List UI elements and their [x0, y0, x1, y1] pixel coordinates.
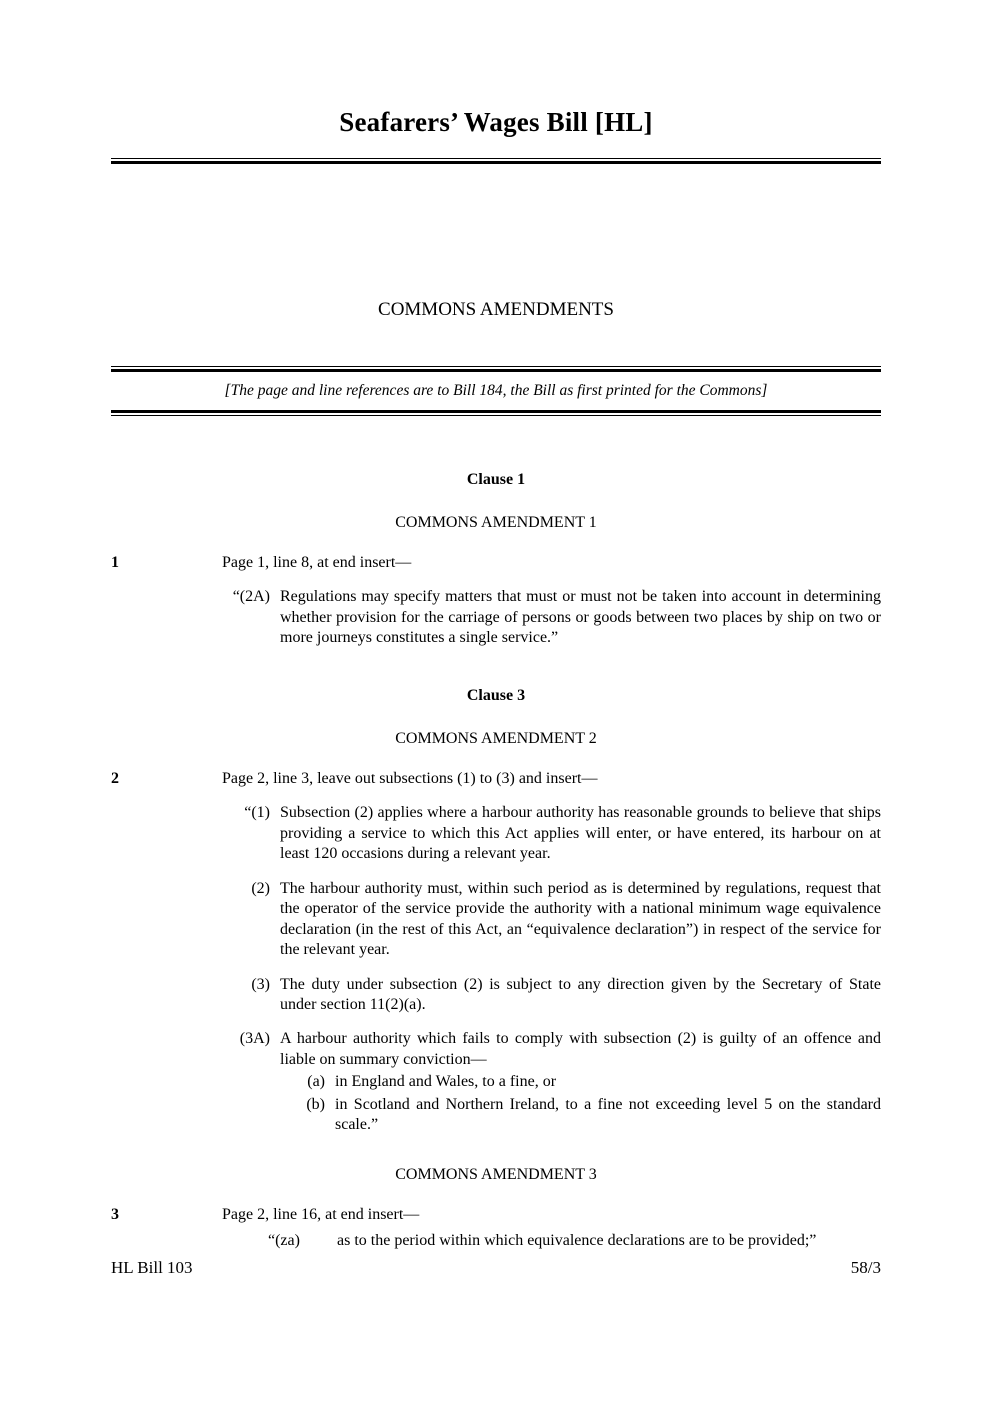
- provision-text: Regulations may specify matters that must or must not be taken into account in determining whether provision for the carriage of persons or goods between two places by ship on two or more journeys constitutes a single service.”: [280, 588, 881, 647]
- amendment-number-3: 3: [111, 1205, 119, 1223]
- amendment-instruction-3: [111, 1184, 881, 1225]
- provision-text: The duty under subsection (2) is subject to any direction given by the Secretary of State under section 11(2)(a).: [280, 975, 881, 1013]
- provision-label: “(2A): [232, 588, 270, 606]
- provision-text: Subsection (2) applies where a harbour authority has reasonable grounds to believe that ships providing a service to which this Act applies will enter, or have entered, its harbour on at least 120 occasions during a relevant year.: [280, 804, 881, 863]
- amendment-number-1: 1: [111, 554, 119, 572]
- amendment-instruction-text-1: Page 1, line 8, at end insert—: [222, 554, 412, 572]
- footer-page-number: 58/3: [850, 1258, 881, 1277]
- provision-label: (3A): [239, 1030, 270, 1048]
- provision-label: “(1): [244, 804, 270, 822]
- amendment-instruction-text-2: Page 2, line 3, leave out subsections (1) to (3) and insert—: [222, 770, 598, 788]
- amendment-instruction-2: [111, 748, 881, 789]
- provision: [111, 803, 881, 864]
- provision-text: as to the period within which equivalence declarations are to be provided;”: [337, 1231, 817, 1249]
- sub-paragraph-text: in England and Wales, to a fine, or: [335, 1073, 557, 1091]
- provision: [111, 975, 881, 1016]
- amendment-number-2: 2: [111, 770, 119, 788]
- amendment-heading-3: COMMONS AMENDMENT 3: [395, 1165, 597, 1183]
- page-footer: [111, 1258, 881, 1278]
- footer-bill-number: HL Bill 103: [111, 1258, 193, 1277]
- clause-heading-3: Clause 3: [466, 686, 526, 704]
- sub-paragraph-label: (b): [306, 1095, 325, 1113]
- sub-paragraph: [111, 1072, 881, 1092]
- reference-note-block: [111, 366, 881, 416]
- reference-note: [The page and line references are to Bill 184, the Bill as first printed for the Commons]: [224, 382, 768, 400]
- provision-label: (2): [251, 879, 270, 897]
- page-title: Seafarers’ Wages Bill [HL]: [339, 107, 653, 137]
- amendment-heading-2: COMMONS AMENDMENT 2: [395, 730, 597, 748]
- amendment-instruction-1: [111, 532, 881, 573]
- sub-paragraph: [111, 1095, 881, 1136]
- amendment-heading-1: COMMONS AMENDMENT 1: [395, 514, 597, 532]
- provision: [111, 879, 881, 961]
- sub-paragraph-text: in Scotland and Northern Ireland, to a fine not exceeding level 5 on the standard scale.”: [335, 1095, 881, 1134]
- provision: [111, 587, 881, 648]
- provision-label: “(za): [268, 1231, 300, 1249]
- provision: [111, 1231, 881, 1251]
- section-heading: COMMONS AMENDMENTS: [378, 298, 614, 320]
- sub-paragraph-label: (a): [307, 1073, 325, 1091]
- provision-text: A harbour authority which fails to comply with subsection (2) is guilty of an offence and liable on summary conviction—: [280, 1030, 881, 1068]
- clause-heading-1: Clause 1: [466, 471, 526, 489]
- provision-text: The harbour authority must, within such period as is determined by regulations, request that the operator of the service provide the authority with a national minimum wage equivalence declaration (in the rest of this Act, an “equivalence declaration”) in respect of the service for the relevant year.: [280, 879, 881, 959]
- document-page: [111, 0, 881, 1403]
- provision-label: (3): [251, 975, 270, 993]
- provision: [111, 1029, 881, 1070]
- amendment-instruction-text-3: Page 2, line 16, at end insert—: [222, 1205, 420, 1223]
